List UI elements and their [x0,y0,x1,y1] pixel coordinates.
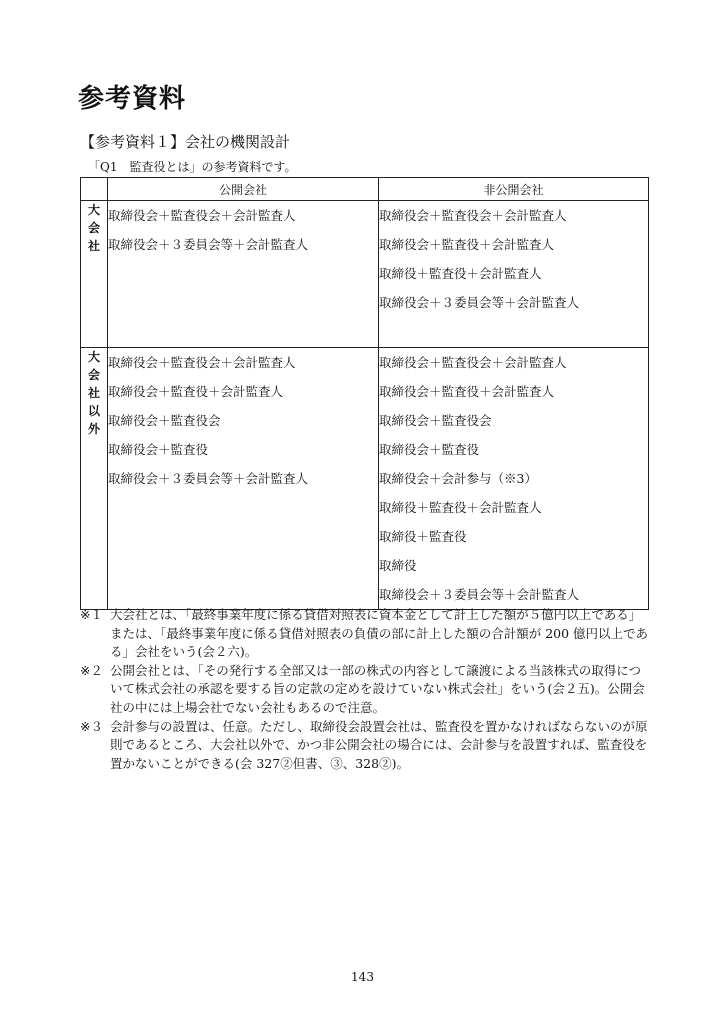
list-item: 取締役会＋監査役会＋会計監査人 [108,355,296,370]
header-public-company: 公開会社 [108,178,379,201]
footnote-mark: ※３ [80,718,103,734]
list-item: 取締役会＋監査役会＋会計監査人 [379,208,567,223]
footnote-1 [80,606,652,662]
list-item: 取締役＋監査役＋会計監査人 [379,266,542,281]
list-item: 取締役会＋３委員会等＋会計監査人 [108,471,309,486]
row-label-large-company [81,201,108,348]
list-item: 取締役会＋監査役会＋会計監査人 [379,355,567,370]
table-header-row [81,178,649,201]
footnote-mark: ※２ [80,662,103,678]
row-label-char: 以 [87,404,100,418]
row-label-char: 外 [87,422,100,436]
list-item: 取締役＋監査役 [379,529,467,544]
list-item: 取締役会＋監査役会 [108,413,221,428]
table-row-large-company [81,201,649,348]
page-title: 参考資料 [78,84,187,114]
other-private-cell [379,348,649,610]
row-label-char: 大 [87,203,100,217]
row-label-char: 大 [87,350,100,364]
row-label-char: 社 [87,239,100,253]
list-item: 取締役会＋監査役＋会計監査人 [108,384,284,399]
footnote-text: 大会社とは、「最終事業年度に係る貸借対照表に資本金として計上した額が５億円以上である」または、「最終事業年度に係る貸借対照表の負債の部に計上した額の合計額が 200 億円以上である」会社をいう(会２六)。 [110,607,649,660]
footnote-2 [80,662,652,718]
list-item: 取締役会＋監査役＋会計監査人 [379,237,555,252]
footnote-text: 公開会社とは、「その発行する全部又は一部の株式の内容として譲渡による当該株式の取得について株式会社の承認を要する旨の定款の定めを設けていない株式会社」をいう(会２五)。公開会社の中には上場会社でない会社もあるので注意。 [110,662,645,715]
other-public-cell [108,348,379,610]
header-corner-cell [81,178,108,201]
footnote-mark: ※１ [80,607,103,622]
list-item: 取締役会＋３委員会等＋会計監査人 [108,237,309,252]
row-label-char: 会 [87,221,100,235]
list-item: 取締役会＋監査役会 [379,413,492,428]
row-label-char: 会 [87,368,100,382]
list-item: 取締役 [379,558,417,573]
large-public-cell [108,201,379,348]
large-private-cell [379,201,649,348]
row-label-other-company [81,348,108,610]
list-item: 取締役会＋監査役＋会計監査人 [379,384,555,399]
list-item: 取締役会＋会計参与（※3） [379,471,537,486]
table-row-other-company [81,348,649,610]
list-item: 取締役＋監査役＋会計監査人 [379,500,542,515]
page-number: 143 [351,970,374,984]
header-private-company: 非公開会社 [379,178,649,201]
section-heading: 【参考資料１】会社の機関設計 [80,133,291,151]
footnotes [80,606,652,773]
footnote-text: 会計参与の設置は、任意。ただし、取締役会設置会社は、監査役を置かなければならないのが原則であるところ、大会社以外で、かつ非公開会社の場合には、会計参与を設置すれば、監査役を置かないことができる(会 327②但書、③、328②)。 [110,718,648,771]
list-item: 取締役会＋監査役 [379,442,480,457]
list-item: 取締役会＋監査役 [108,442,209,457]
organization-design-table [80,177,649,610]
list-item: 取締役会＋３委員会等＋会計監査人 [379,295,580,310]
row-label-char: 社 [87,386,100,400]
list-item: 取締役会＋３委員会等＋会計監査人 [379,587,580,602]
lead-text: 「Q1 監査役とは」の参考資料です。 [88,160,297,174]
list-item: 取締役会＋監査役会＋会計監査人 [108,208,296,223]
footnote-3 [80,718,652,774]
